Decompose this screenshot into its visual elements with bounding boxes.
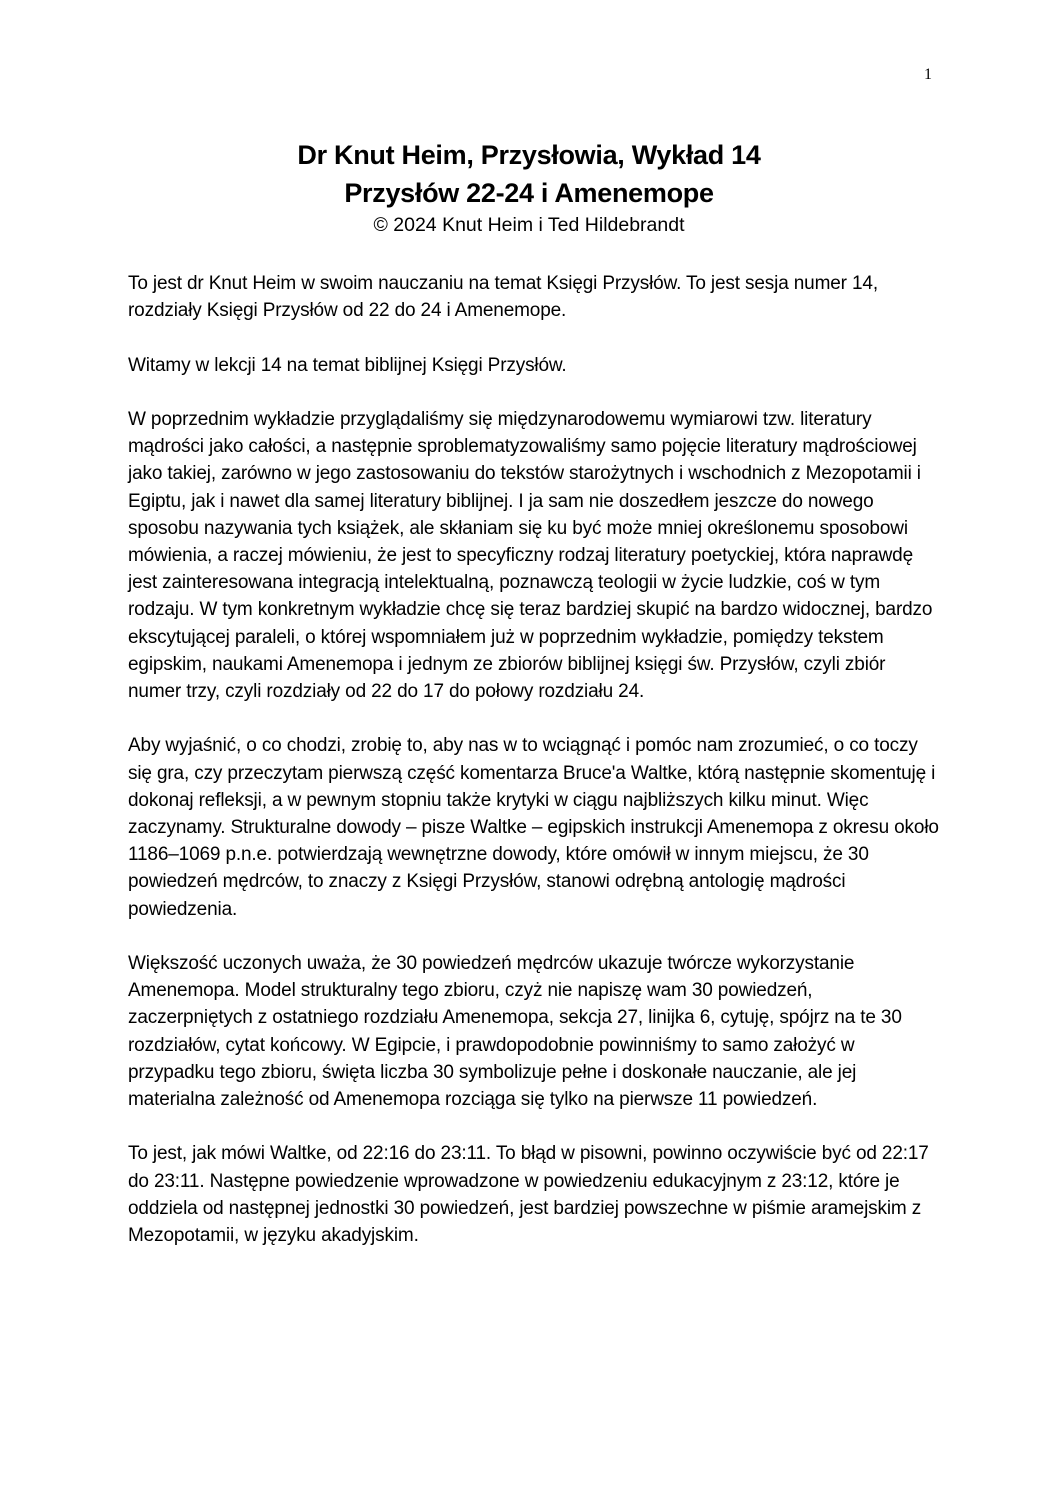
copyright-notice: © 2024 Knut Heim i Ted Hildebrandt [373,214,685,236]
paragraph-welcome: Witamy w lekcji 14 na temat biblijnej Księgi Przysłów. [128,354,567,376]
paragraph-scholars-view: Większość uczonych uważa, że 30 powiedzeń mędrców ukazuje twórcze wykorzystanie Amenemopa. Model strukturalny tego zbioru, czyż nie napiszę wam 30 powiedzeń, zaczerpniętych z ostatniego rozdziału Amenemopa, sekcja 27, linijka 6, cytuję, spójrz na te 30 rozdziałów, cytat końcowy. W Egipcie, i prawdopodobnie powinniśmy to samo założyć w przypadku tego zbioru, święta liczba 30 symbolizuje pełne i doskonałe nauczanie, ale jej materialna zależność od Amenemopa rozciąga się tylko na pierwsze 11 powiedzeń. [128,953,902,1111]
page-number: 1 [924,66,932,83]
paragraph-waltke-commentary: Aby wyjaśnić, o co chodzi, zrobię to, aby nas w to wciągnąć i pomóc nam zrozumieć, o co toczy się gra, czy przeczytam pierwszą część komentarza Bruce'a Waltke, którą następnie skomentuję i dokonaj refleksji, a w pewnym stopniu także krytyki w ciągu najbliższych kilku minut. Więc zaczynamy. Strukturalne dowody – pisze Waltke – egipskich instrukcji Amenemopa z okresu około 1186–1069 p.n.e. potwierdzają wewnętrzne dowody, które omówił w innym miejscu, że 30 powiedzeń mędrców, to znaczy z Księgi Przysłów, stanowi odrębną antologię mądrości powiedzenia. [128,735,939,920]
document-title: Dr Knut Heim, Przysłowia, Wykład 14 [297,140,761,170]
paragraph-intro: To jest dr Knut Heim w swoim nauczaniu na temat Księgi Przysłów. To jest sesja numer 14, rozdziały Księgi Przysłów od 22 do 24 i Amenemope. [128,273,878,322]
paragraph-previous-lecture: W poprzednim wykładzie przyglądaliśmy się międzynarodowemu wymiarowi tzw. literatury mądrości jako całości, a następnie sproblematyzowaliśmy samo pojęcie literatury mądrościowej jako takiej, zarówno w jego zastosowaniu do tekstów starożytnych i wschodnich z Mezopotamii i Egiptu, jak i nawet dla samej literatury biblijnej. I ja sam nie doszedłem jeszcze do nowego sposobu nazywania tych książek, ale skłaniam się ku być może mniej określonemu sposobowi mówienia, a raczej mówieniu, że jest to specyficzny rodzaj literatury poetyckiej, która naprawdę jest zainteresowana integracją intelektualną, poznawczą teologii w życie ludzkie, coś w tym rodzaju. W tym konkretnym wykładzie chcę się teraz bardziej skupić na bardzo widocznej, bardzo ekscytującej paraleli, o której wspomniałem już w poprzednim wykładzie, pomiędzy tekstem egipskim, naukami Amenemopa i jednym ze zbiorów biblijnej księgi św. Przysłów, czyli zbiór numer trzy, czyli rozdziały od 22 do 17 do połowy rozdziału 24. [128,408,933,703]
body-text [128,270,940,1276]
document-subtitle: Przysłów 22-24 i Amenemope [344,178,714,208]
title-block [0,136,1058,239]
paragraph-correction: To jest, jak mówi Waltke, od 22:16 do 23:11. To błąd w pisowni, powinno oczywiście być od 22:17 do 23:11. Następne powiedzenie wprowadzone w powiedzeniu edukacyjnym z 23:12, które je oddziela od następnej jednostki 30 powiedzeń, jest bardziej powszechne w piśmie aramejskim z Mezopotamii, w języku akadyjskim. [128,1143,929,1247]
